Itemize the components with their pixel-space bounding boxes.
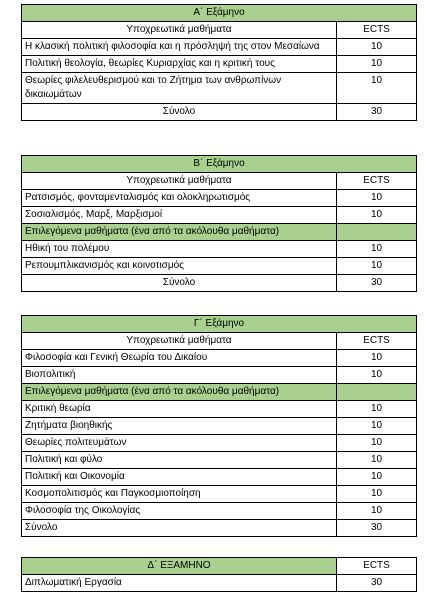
table-row — [22, 367, 417, 384]
course-ects: 10 — [337, 207, 417, 224]
course-name: Πολιτική και Οικονομία — [22, 469, 337, 486]
course-name: Κριτική θεωρία — [22, 401, 337, 418]
elective-heading: Επιλεγόμενα μαθήματα (ένα από τα ακόλουθα μαθήματα) — [22, 224, 337, 241]
course-ects: 10 — [337, 469, 417, 486]
course-ects: 10 — [337, 73, 417, 104]
semester-c-title: Γ΄ Εξάμηνο — [22, 316, 417, 333]
course-ects: 10 — [337, 418, 417, 435]
course-ects: 10 — [337, 56, 417, 73]
table-row — [22, 350, 417, 367]
table-row — [22, 435, 417, 452]
table-row — [22, 258, 417, 275]
course-ects: 10 — [337, 190, 417, 207]
course-ects: 10 — [337, 401, 417, 418]
table-row — [22, 486, 417, 503]
course-name: Η κλασική πολιτική φιλοσοφία και η πρόσληψή της στον Μεσαίωνα — [22, 39, 337, 56]
total-value: 30 — [337, 104, 417, 121]
course-ects: 10 — [337, 367, 417, 384]
semester-b-table — [21, 155, 417, 292]
course-ects: 10 — [337, 452, 417, 469]
semester-b-title: Β΄ Εξάμηνο — [22, 156, 417, 173]
course-name: Ρεπουμπλικανισμός και κοινοτισμός — [22, 258, 337, 275]
course-ects: 10 — [337, 435, 417, 452]
elective-heading-ects-cell — [337, 224, 417, 241]
elective-heading-row — [22, 384, 417, 401]
table-row — [22, 190, 417, 207]
course-ects: 10 — [337, 39, 417, 56]
table-row — [22, 207, 417, 224]
course-name: Πολιτική θεολογία, θεωρίες Κυριαρχίας και η κριτική τους — [22, 56, 337, 73]
semester-a-title: Α΄ Εξάμηνο — [22, 5, 417, 22]
table-row — [22, 39, 417, 56]
semester-d-table — [21, 557, 417, 592]
course-ects: 10 — [337, 486, 417, 503]
semester-a-table — [21, 4, 417, 121]
course-ects: 10 — [337, 258, 417, 275]
table-row — [22, 452, 417, 469]
course-ects: 10 — [337, 350, 417, 367]
total-row — [22, 275, 417, 292]
table-row — [22, 418, 417, 435]
table-row — [22, 575, 417, 592]
column-header-course: Υποχρεωτικά μαθήματα — [22, 333, 337, 350]
course-name: Ρατσισμός, φονταμενταλισμός και ολοκληρωτισμός — [22, 190, 337, 207]
course-name: Ηθική του πολέμου — [22, 241, 337, 258]
total-value: 30 — [337, 520, 417, 537]
course-name: Βιοπολιτική — [22, 367, 337, 384]
table-row — [22, 73, 417, 104]
elective-heading-ects-cell — [337, 384, 417, 401]
table-row — [22, 401, 417, 418]
course-ects: 10 — [337, 241, 417, 258]
course-name: Θεωρίες πολιτευμάτων — [22, 435, 337, 452]
course-name: Κοσμοπολιτισμός και Παγκοσμιοποίηση — [22, 486, 337, 503]
course-name: Ζητήματα βιοηθικής — [22, 418, 337, 435]
total-label: Σύνολο — [22, 104, 337, 121]
column-header-course: Υποχρεωτικά μαθήματα — [22, 22, 337, 39]
course-ects: 30 — [337, 575, 417, 592]
column-header-ects: ECTS — [337, 558, 417, 575]
column-header-ects: ECTS — [337, 22, 417, 39]
elective-heading-row — [22, 224, 417, 241]
elective-heading: Επιλεγόμενα μαθήματα (ένα από τα ακόλουθα μαθήματα) — [22, 384, 337, 401]
course-name: Σοσιαλισμός, Μαρξ, Μαρξισμοί — [22, 207, 337, 224]
semester-c-table — [21, 315, 417, 537]
course-name: Πολιτική και φύλο — [22, 452, 337, 469]
total-label: Σύνολο — [22, 520, 337, 537]
table-row — [22, 241, 417, 258]
course-name: Φιλοσοφία και Γενική Θεωρία του Δικαίου — [22, 350, 337, 367]
total-value: 30 — [337, 275, 417, 292]
course-ects: 10 — [337, 503, 417, 520]
table-row — [22, 56, 417, 73]
total-label: Σύνολο — [22, 275, 337, 292]
column-header-course: Υποχρεωτικά μαθήματα — [22, 173, 337, 190]
course-name: Φιλοσοφία της Οικολογίας — [22, 503, 337, 520]
course-name: Διπλωματική Εργασία — [22, 575, 337, 592]
total-row — [22, 520, 417, 537]
semester-d-title: Δ΄ ΕΞΑΜΗΝΟ — [22, 558, 337, 575]
table-row — [22, 469, 417, 486]
course-name: Θεωρίες φιλελευθερισμού και το Ζήτημα των ανθρωπίνων δικαιωμάτων — [22, 73, 337, 104]
table-row — [22, 503, 417, 520]
column-header-ects: ECTS — [337, 173, 417, 190]
total-row — [22, 104, 417, 121]
column-header-ects: ECTS — [337, 333, 417, 350]
